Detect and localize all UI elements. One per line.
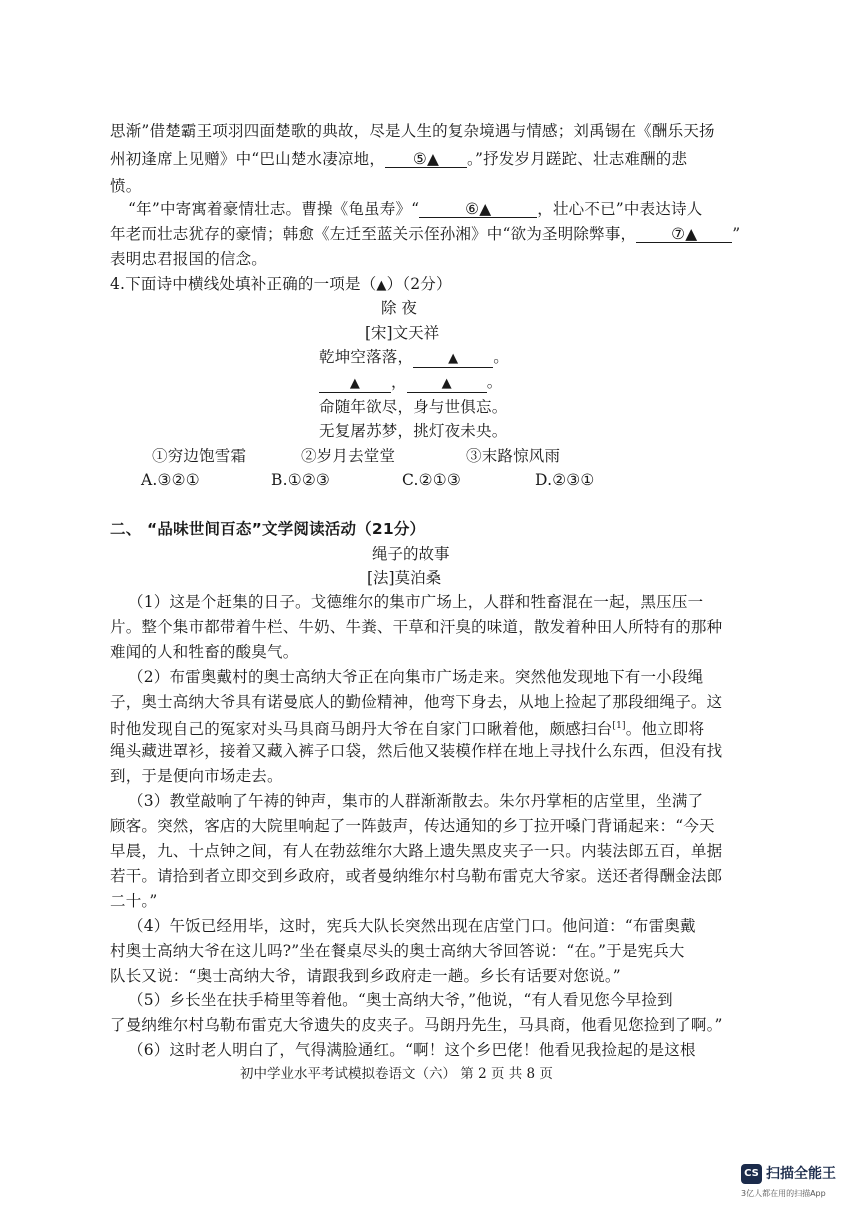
text: ， xyxy=(391,373,407,391)
story-line: （2）布雷奥戴村的奥士高纳大爷正在向集市广场走来。突然他发现地下有一小段绳 xyxy=(128,668,704,686)
story-line: 若干。请拾到者立即交到乡政府，或者曼纳维尔村乌勒布雷克大爷家。送还者得酬金法郎 xyxy=(110,867,723,885)
story-line: （6）这时老人明白了，气得满脸通红。“啊！这个乡巴佬！他看见我捡起的是这根 xyxy=(128,1041,696,1059)
footnote-ref: [1] xyxy=(612,721,626,731)
option-a: A.③②① xyxy=(141,471,200,489)
watermark-name: 扫描全能王 xyxy=(766,1166,836,1182)
choice-1: ①穷边饱雪霜 xyxy=(152,447,247,465)
blank-marker: ⑦▲ xyxy=(671,225,698,243)
choice-2: ②岁月去堂堂 xyxy=(301,447,396,465)
story-line: （4）午饭已经用毕，这时，宪兵大队长突然出现在店堂门口。他问道：“布雷奥戴 xyxy=(128,917,696,935)
poem-line xyxy=(319,347,509,368)
fill-blank xyxy=(419,201,537,218)
story-line: 村奥士高纳大爷在这儿吗?”坐在餐桌尽头的奥士高纳大爷回答说：“在。”于是宪兵大 xyxy=(110,942,685,960)
story-line xyxy=(110,716,704,739)
poem-line xyxy=(319,372,502,393)
text: 州初逢席上见赠》中“巴山楚水凄凉地， xyxy=(110,150,386,168)
poem-title: 除 夜 xyxy=(381,299,417,317)
text-line xyxy=(110,149,687,169)
page-footer: 初中学业水平考试模拟卷语文（六） 第 2 页 共 8 页 xyxy=(240,1066,553,1082)
story-line: 子，奥士高纳大爷具有诺曼底人的勤俭精神，他弯下身去，从地上捡起了那段细绳子。这 xyxy=(110,693,723,711)
text-line xyxy=(110,121,715,141)
story-line: 片。整个集市都带着牛栏、牛奶、牛粪、干草和汗臭的味道，散发着种田人所特有的那种 xyxy=(110,618,723,636)
answer-marker: ▲ xyxy=(376,278,387,293)
text-line xyxy=(110,176,141,196)
option-d: D.②③① xyxy=(535,471,595,489)
story-line: （5）乡长坐在扶手椅里等着他。“奥士高纳大爷，”他说，“有人看见您今早捡到 xyxy=(128,991,673,1009)
story-line: 顾客。突然，客店的大院里响起了一阵鼓声，传达通知的乡丁拉开嗓门背诵起来：“今天 xyxy=(110,817,715,835)
text: 4.下面诗中横线处填补正确的一项是（ xyxy=(110,275,377,293)
poem-line: 无复屠苏梦，挑灯夜未央。 xyxy=(319,422,508,440)
text-line xyxy=(110,224,740,244)
text: 乾坤空落落， xyxy=(319,348,414,366)
story-line: 二十。” xyxy=(110,892,158,910)
camscanner-logo-icon: CS xyxy=(741,1164,762,1184)
text: ” xyxy=(732,225,741,243)
poem-blank xyxy=(413,349,493,368)
story-title: 绳子的故事 xyxy=(372,545,450,563)
text: 。”抒发岁月蹉跎、壮志难酬的悲 xyxy=(467,150,688,168)
story-line: 早晨，九、十点钟之间，有人在勃兹维尔大路上遗失黑皮夹子一只。内装法郎五百，单据 xyxy=(110,842,723,860)
text-line xyxy=(110,249,267,269)
blank-marker: ▲ xyxy=(448,351,459,366)
text: 。 xyxy=(493,348,509,366)
text: 。 xyxy=(486,373,503,391)
story-line: 绳头藏进罩衫，接着又藏入裤子口袋，然后他又装模作样在地上寻找什么东西，但没有找 xyxy=(110,742,723,760)
section-heading: 二、 “品味世间百态”文学阅读活动（21分） xyxy=(110,520,426,538)
story-line: （3）教堂敲响了午祷的钟声，集市的人群渐渐散去。朱尔丹掌柜的店堂里，坐满了 xyxy=(128,792,704,810)
text: 时他发现自己的冤家对头马具商马朗丹大爷在自家门口瞅着他，颇感扫台 xyxy=(110,720,613,739)
blank-marker: ⑥▲ xyxy=(465,200,492,218)
option-c: C.②①③ xyxy=(402,471,461,489)
story-line: 队长又说：“奥士高纳大爷，请跟我到乡政府走一趟。乡长有话要对您说。” xyxy=(110,967,621,985)
story-author: [法]莫泊桑 xyxy=(367,569,442,587)
blank-marker: ▲ xyxy=(349,376,361,391)
text: ，壮心不已”中表达诗人 xyxy=(537,200,703,218)
blank-marker: ▲ xyxy=(441,376,452,391)
text: 年老而壮志犹存的豪情；韩愈《左迁至蓝关示侄孙湘》中“欲为圣明除弊事， xyxy=(110,225,637,243)
text: 表明忠君报国的信念。 xyxy=(110,250,268,268)
text: “年”中寄寓着豪情壮志。曹操《龟虽寿》“ xyxy=(128,200,420,218)
text-line xyxy=(128,199,702,219)
text: 思渐”借楚霸王项羽四面楚歌的典故，尽是人生的复杂境遇与情感；刘禹锡在《酬乐天扬 xyxy=(110,122,715,140)
watermark-tagline: 3亿人都在用的扫描App xyxy=(741,1189,826,1198)
poem-blank xyxy=(319,374,391,393)
fill-blank xyxy=(385,151,467,168)
story-line: 了曼纳维尔村乌勒布雷克大爷遗失的皮夹子。马朗丹先生，马具商，他看见您捡到了啊。” xyxy=(110,1016,723,1034)
poem-line: 命随年欲尽，身与世俱忘。 xyxy=(319,398,508,416)
text: 。他立即将 xyxy=(625,720,705,739)
option-b: B.①②③ xyxy=(271,471,331,489)
choice-3: ③末路惊风雨 xyxy=(466,447,561,465)
poem-blank xyxy=(407,374,487,393)
question-4-stem xyxy=(110,274,452,296)
fill-blank xyxy=(636,226,732,243)
story-line: （1）这是个赶集的日子。戈德维尔的集市广场上，人群和牲畜混在一起，黑压压一 xyxy=(128,593,704,611)
story-line: 难闻的人和牲畜的酸臭气。 xyxy=(110,643,299,661)
scanner-watermark xyxy=(741,1164,853,1208)
text: 愤。 xyxy=(110,177,142,195)
story-line: 到，于是便向市场走去。 xyxy=(110,767,283,785)
poem-author: [宋]文天祥 xyxy=(365,324,440,342)
blank-marker: ⑤▲ xyxy=(412,150,440,168)
text: ）（2分） xyxy=(386,275,452,293)
